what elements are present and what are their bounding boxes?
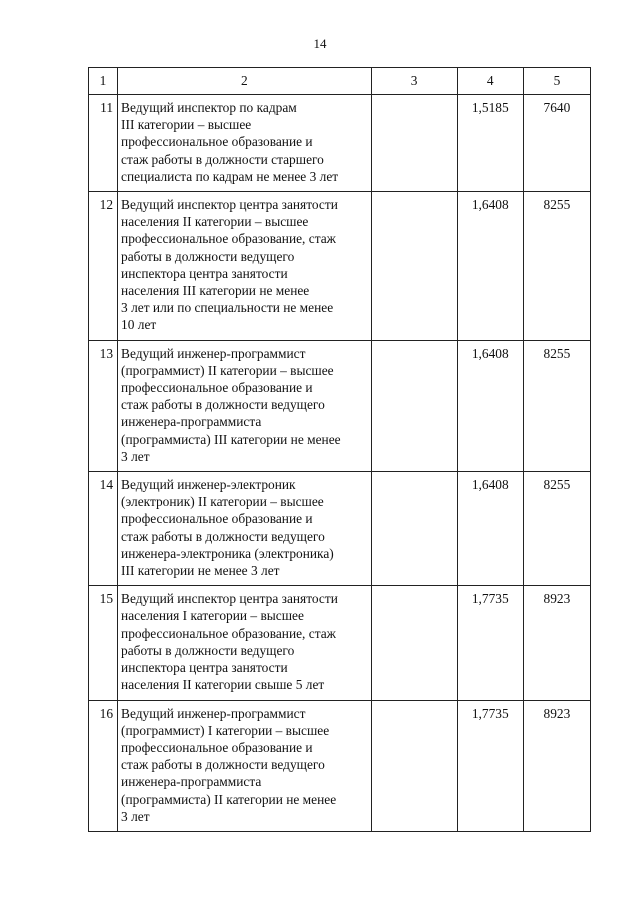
- row-number-cell: 12: [89, 192, 118, 341]
- coefficient-cell: 1,6408: [457, 472, 523, 586]
- header-cell-2: 2: [118, 68, 372, 95]
- table-row: [89, 586, 591, 700]
- position-description-cell: [118, 472, 372, 586]
- description-line: инженера-программиста: [121, 774, 262, 790]
- description-line: (программист) II категории – высшее: [121, 362, 334, 378]
- table-header-row: [89, 68, 591, 95]
- salary-cell: 8923: [523, 586, 590, 700]
- table-row: [89, 340, 591, 471]
- row-number-cell: 14: [89, 472, 118, 586]
- description-line: III категории не менее 3 лет: [121, 563, 280, 579]
- row-number-cell: 11: [89, 95, 118, 192]
- description-line: населения I категории – высшее: [121, 608, 304, 624]
- description-line: стаж работы в должности ведущего: [121, 397, 325, 413]
- description-line: профессиональное образование, стаж: [121, 231, 336, 247]
- description-line: профессиональное образование и: [121, 739, 313, 755]
- description-line: (программист) I категории – высшее: [121, 722, 330, 738]
- coefficient-cell: 1,7735: [457, 700, 523, 831]
- description-line: Ведущий инспектор по кадрам: [121, 100, 297, 115]
- description-line: 3 лет или по специальности не менее: [121, 300, 334, 316]
- coefficient-cell: 1,7735: [457, 586, 523, 700]
- description-line: населения III категории не менее: [121, 283, 310, 299]
- description-line: профессиональное образование и: [121, 511, 313, 527]
- table-row: [89, 95, 591, 192]
- description-line: стаж работы в должности ведущего: [121, 757, 325, 773]
- description-line: Ведущий инженер-программист: [121, 705, 306, 721]
- table-row: [89, 192, 591, 341]
- row-number-cell: 13: [89, 340, 118, 471]
- coefficient-cell: 1,6408: [457, 340, 523, 471]
- description-line: Ведущий инженер-электроник: [121, 477, 296, 493]
- position-description-cell: [118, 586, 372, 700]
- column-3-cell: [371, 95, 457, 192]
- description-line: профессиональное образование, стаж: [121, 625, 336, 641]
- row-number-cell: 16: [89, 700, 118, 831]
- description-line: 3 лет: [121, 448, 150, 464]
- salary-cell: 8923: [523, 700, 590, 831]
- header-cell-5: 5: [523, 68, 590, 95]
- table-row: [89, 472, 591, 586]
- description-line: Ведущий инспектор центра занятости: [121, 197, 338, 213]
- description-line: населения II категории свыше 5 лет: [121, 677, 325, 693]
- position-description-cell: [118, 700, 372, 831]
- description-line: Ведущий инженер-программист: [121, 345, 306, 361]
- description-line: 3 лет: [121, 808, 150, 824]
- column-3-cell: [371, 192, 457, 341]
- column-3-cell: [371, 340, 457, 471]
- description-line: 10 лет: [121, 317, 157, 333]
- column-3-cell: [371, 700, 457, 831]
- position-description-cell: [118, 95, 372, 192]
- description-line: Ведущий инспектор центра занятости: [121, 591, 338, 607]
- header-cell-4: 4: [457, 68, 523, 95]
- coefficient-cell: 1,6408: [457, 192, 523, 341]
- description-line: (программиста) II категории не менее: [121, 791, 337, 807]
- description-line: профессиональное образование и: [121, 134, 313, 150]
- description-line: стаж работы в должности ведущего: [121, 528, 325, 544]
- description-line: профессиональное образование и: [121, 380, 313, 396]
- description-line: III категории – высшее: [121, 117, 252, 133]
- description-line: специалиста по кадрам не менее 3 лет: [121, 168, 339, 184]
- page-number: 14: [313, 36, 327, 51]
- salary-cell: 7640: [523, 95, 590, 192]
- positions-table: [88, 67, 591, 832]
- salary-cell: 8255: [523, 472, 590, 586]
- position-description-cell: [118, 340, 372, 471]
- description-line: населения II категории – высшее: [121, 214, 309, 230]
- description-line: работы в должности ведущего: [121, 642, 295, 658]
- column-3-cell: [371, 472, 457, 586]
- description-line: инспектора центра занятости: [121, 265, 288, 281]
- table-row: [89, 700, 591, 831]
- column-3-cell: [371, 586, 457, 700]
- description-line: (программиста) III категории не менее: [121, 431, 341, 447]
- header-cell-1: 1: [89, 68, 118, 95]
- position-description-cell: [118, 192, 372, 341]
- salary-cell: 8255: [523, 192, 590, 341]
- description-line: работы в должности ведущего: [121, 248, 295, 264]
- description-line: инспектора центра занятости: [121, 660, 288, 676]
- description-line: стаж работы в должности старшего: [121, 151, 324, 167]
- description-line: инженера-программиста: [121, 414, 262, 430]
- row-number-cell: 15: [89, 586, 118, 700]
- coefficient-cell: 1,5185: [457, 95, 523, 192]
- header-cell-3: 3: [371, 68, 457, 95]
- salary-cell: 8255: [523, 340, 590, 471]
- description-line: инженера-электроника (электроника): [121, 545, 334, 561]
- description-line: (электроник) II категории – высшее: [121, 494, 324, 510]
